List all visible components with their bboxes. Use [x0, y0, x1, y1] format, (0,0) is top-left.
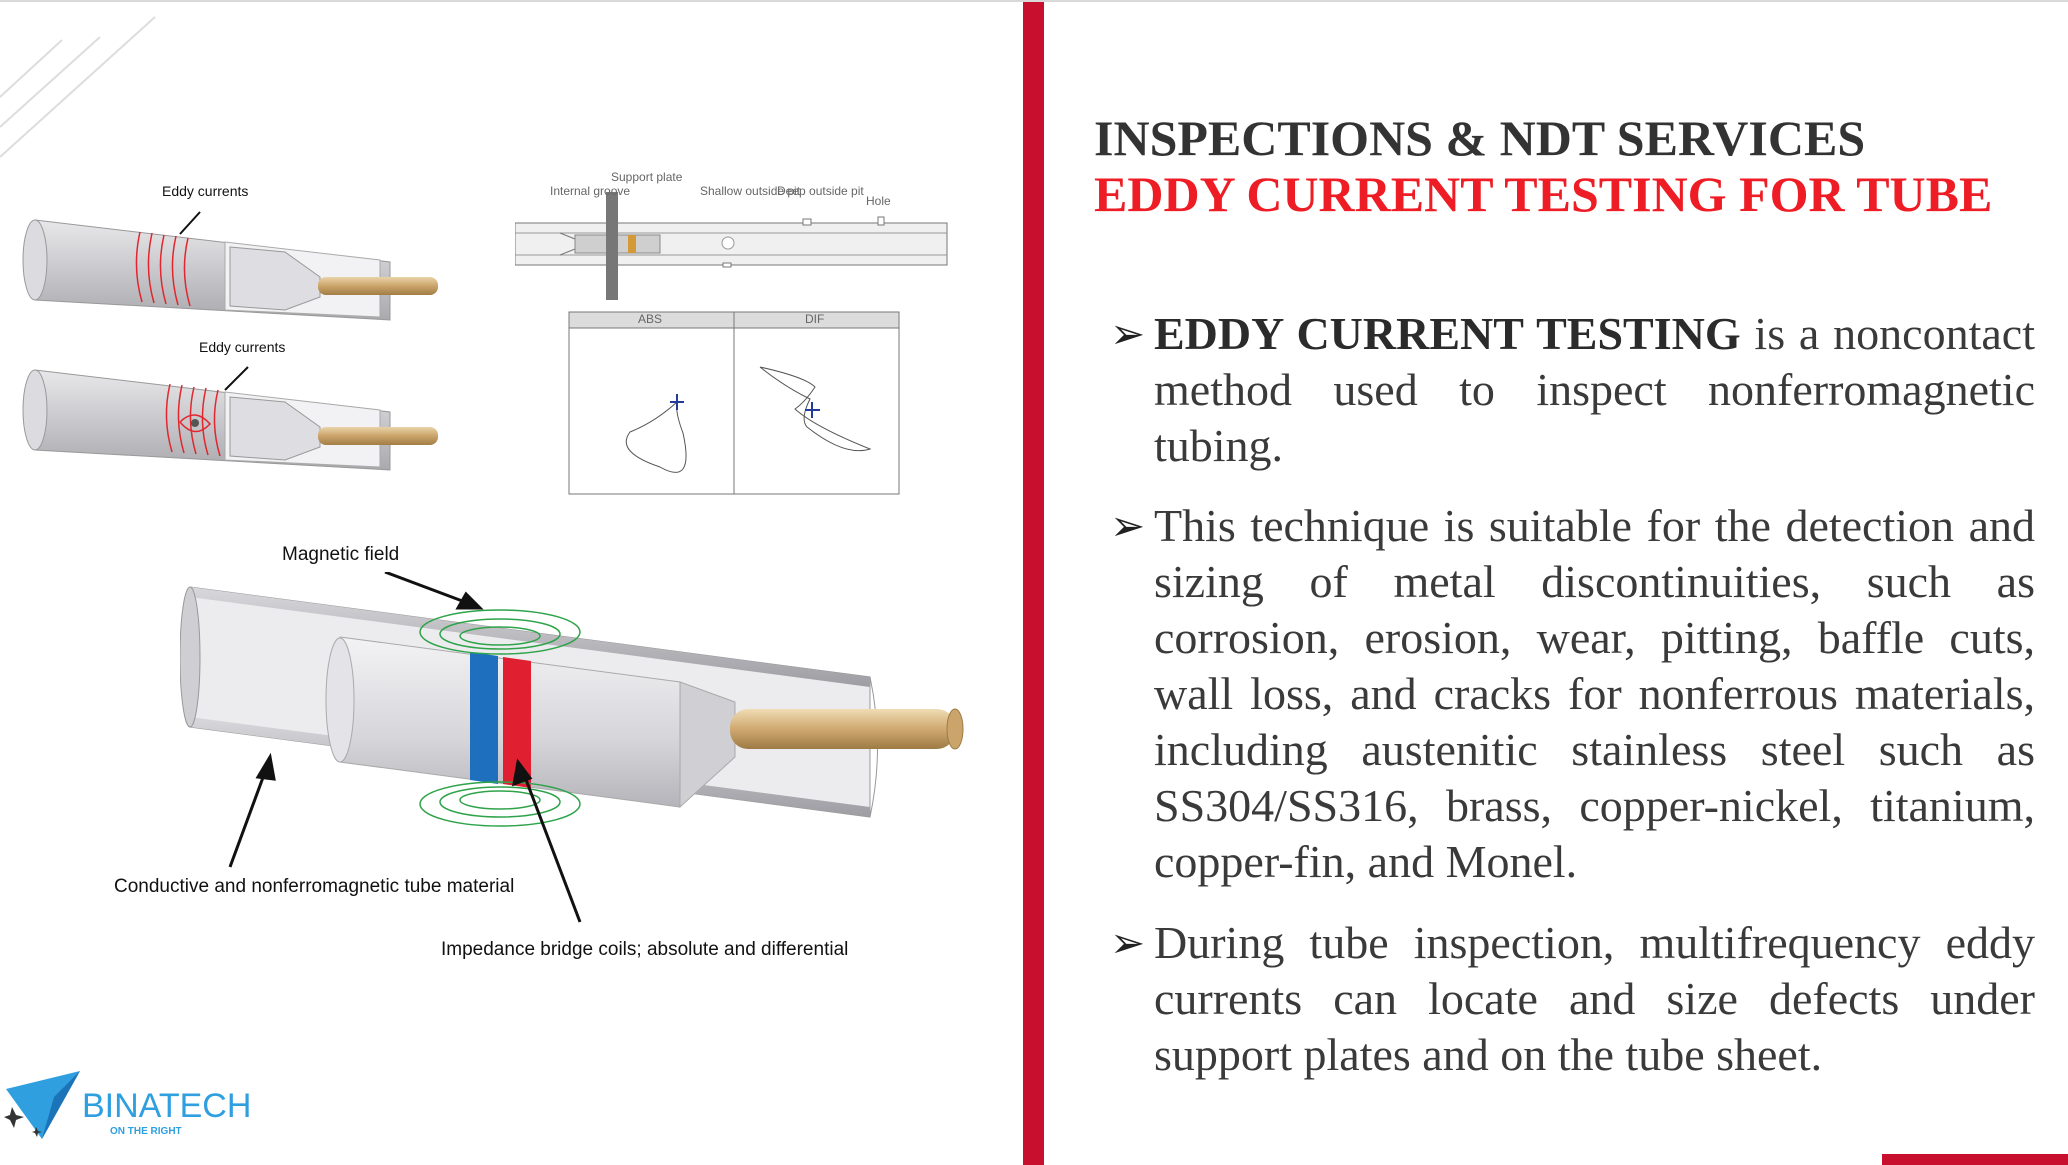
- arrow-bullet-icon: ➢: [1110, 501, 1146, 550]
- logo-tagline: ON THE RIGHT: [110, 1126, 182, 1137]
- bullet-1: [1110, 306, 2035, 474]
- bullet-2-text: This technique is suitable for the detection and sizing of metal discontinuities, such as corrosion, erosion, wear, pitting, baffle cuts, wall loss, and cracks for nonferrous materials, including austenitic stainless steel such as SS304/SS316, brass, copper-nickel, titanium, copper-fin, and Monel.: [1154, 500, 2035, 887]
- bullet-3-text: During tube inspection, multifrequency eddy currents can locate and size defects under support plates and on the tube sheet.: [1154, 917, 2035, 1080]
- vertical-divider: [1023, 2, 1044, 1165]
- arrow-bullet-icon: ➢: [1110, 309, 1146, 358]
- title-line-2: EDDY CURRENT TESTING FOR TUBE: [1094, 166, 1993, 222]
- probe-top: [23, 212, 438, 320]
- probe-bottom: [23, 367, 438, 470]
- label-abs: ABS: [638, 312, 663, 326]
- logo-name: BINATECH: [82, 1087, 252, 1125]
- bullet-1-bold: EDDY CURRENT TESTING: [1154, 308, 1741, 359]
- bullet-3: [1110, 915, 2035, 1083]
- title-line-1: INSPECTIONS & NDT SERVICES: [1094, 110, 1866, 166]
- eddy-currents-label-bottom: Eddy currents: [199, 339, 286, 355]
- label-support-plate: Support plate: [611, 170, 683, 184]
- label-deep-outside-pit: Deep outside pit: [777, 184, 864, 198]
- arrow-bullet-icon: ➢: [1110, 918, 1146, 967]
- tube-material-label: Conductive and nonferromagnetic tube material: [114, 876, 515, 897]
- bottom-accent-bar: [1882, 1154, 2068, 1165]
- magnetic-field-label: Magnetic field: [282, 544, 400, 565]
- label-shallow-outside-pit: Shallow outside pit: [700, 184, 801, 198]
- label-hole: Hole: [866, 194, 891, 208]
- bullet-1-text: [1154, 306, 2035, 474]
- coils-label: Impedance bridge coils; absolute and differential: [441, 939, 849, 960]
- eddy-currents-label-top: Eddy currents: [162, 183, 249, 199]
- decorative-diagonal-lines: [0, 2, 170, 172]
- signal-response-diagram: [515, 187, 955, 497]
- binatech-logo-icon: [2, 1067, 82, 1147]
- label-internal-groove: Internal groove: [550, 184, 631, 198]
- bullet-2: [1110, 498, 2035, 890]
- label-dif: DIF: [805, 312, 825, 326]
- bullet-1-body: is a noncontact method used to inspect nonferromagnetic tubing.: [1154, 308, 2035, 471]
